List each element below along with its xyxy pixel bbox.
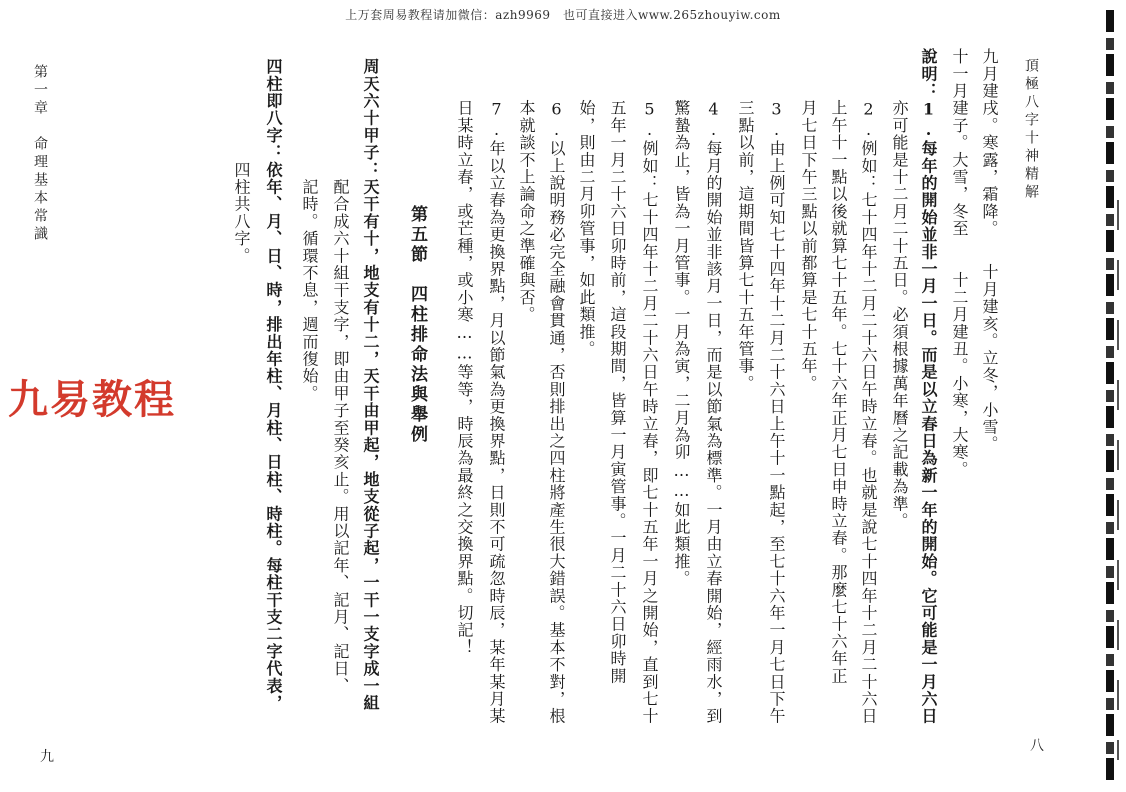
text-column: 7.年以立春為更換界點，月以節氣為更換界點，日則不可疏忽時辰，某年某月某: [487, 48, 506, 725]
text-column: 十一月建子。大雪，冬至 十二月建丑。小寒，大寒。: [950, 48, 969, 478]
running-head-right: 頂極八字十神精解: [1023, 58, 1039, 202]
text-column: 本就談不上論命之準確與否。: [517, 48, 536, 324]
text-column: 4.每月的開始並非該月一日，而是以節氣為標準。一月由立春開始，經雨水，到: [704, 48, 723, 725]
text-column: 驚蟄為止，皆為一月管事。一月為寅，二月為卯……如此類推。: [672, 48, 691, 588]
text-column: 亦可能是十二月二十五日。必須根據萬年曆之記載為準。: [890, 48, 909, 530]
term-heading-column: 四柱即八字：依年、月、日、時，排出年柱、月柱、日柱、時柱。每柱干支二字代表，: [264, 58, 283, 712]
text-column: 6.以上說明務必完全融會貫通，否則排出之四柱將產生很大錯誤。基本不對，根: [547, 48, 566, 725]
page-number-right: 八: [1030, 738, 1044, 754]
text-column: 三點以前，這期間皆算七十五年管事。: [736, 48, 755, 392]
text-column: 日某時立春，或芒種，或小寒……等等，時辰為最終之交換界點。切記！: [455, 48, 474, 656]
watermark-logo: 九易教程: [8, 377, 176, 423]
watermark-banner: 上万套周易教程请加微信：azh9969 也可直接进入www.265zhouyiw.com: [345, 8, 781, 22]
text-column: 2.例如：七十四年十二月二十六日午時立春。也就是說七十四年十二月二十六日: [859, 48, 878, 725]
text-column: 月七日下午三點以前都算是七十五年。: [799, 48, 818, 392]
scan-binding-edge: [1106, 10, 1114, 780]
scan-binding-edge: [1117, 200, 1119, 760]
text-column: 上午十一點以後就算七十五年。七十六年正月七日申時立春。那麼七十六年正: [829, 48, 848, 685]
section-title: 第五節 四柱排命法與舉例: [407, 205, 427, 445]
text-column: 3.由上例可知七十四年十二月二十六日上午十一點起，至七十六年一月七日下午: [767, 48, 786, 725]
text-column: 記時。循環不息，週而復始。: [300, 58, 319, 402]
text-column: 四柱共八字。: [232, 58, 251, 265]
text-column: 始，則由二月卯管事，如此類推。: [577, 48, 596, 358]
text-column: 5.例如：七十四年十二月二十六日午時立春，即七十五年一月之開始，直到七十: [640, 48, 659, 725]
text-column: 九月建戌。寒露，霜降。 十月建亥。立冬，小雪。: [980, 48, 999, 453]
running-head-left: 第一章 命理基本常識: [32, 64, 48, 244]
term-heading-column: 周天六十甲子：天干有十，地支有十二，天干由甲起，地支從子起，一干一支字成一組: [361, 58, 380, 712]
text-column: 五年一月二十六日卯時前，這段期間，皆算一月寅管事。一月二十六日卯時開: [608, 48, 627, 685]
text-column: 配合成六十組干支字，即由甲子至癸亥止。用以記年、記月、記日、: [331, 58, 350, 695]
explanation-column: 說明：1.每年的開始並非一月一日。而是以立春日為新一年的開始。它可能是一月六日: [919, 48, 938, 725]
page-number-left: 九: [40, 749, 54, 765]
